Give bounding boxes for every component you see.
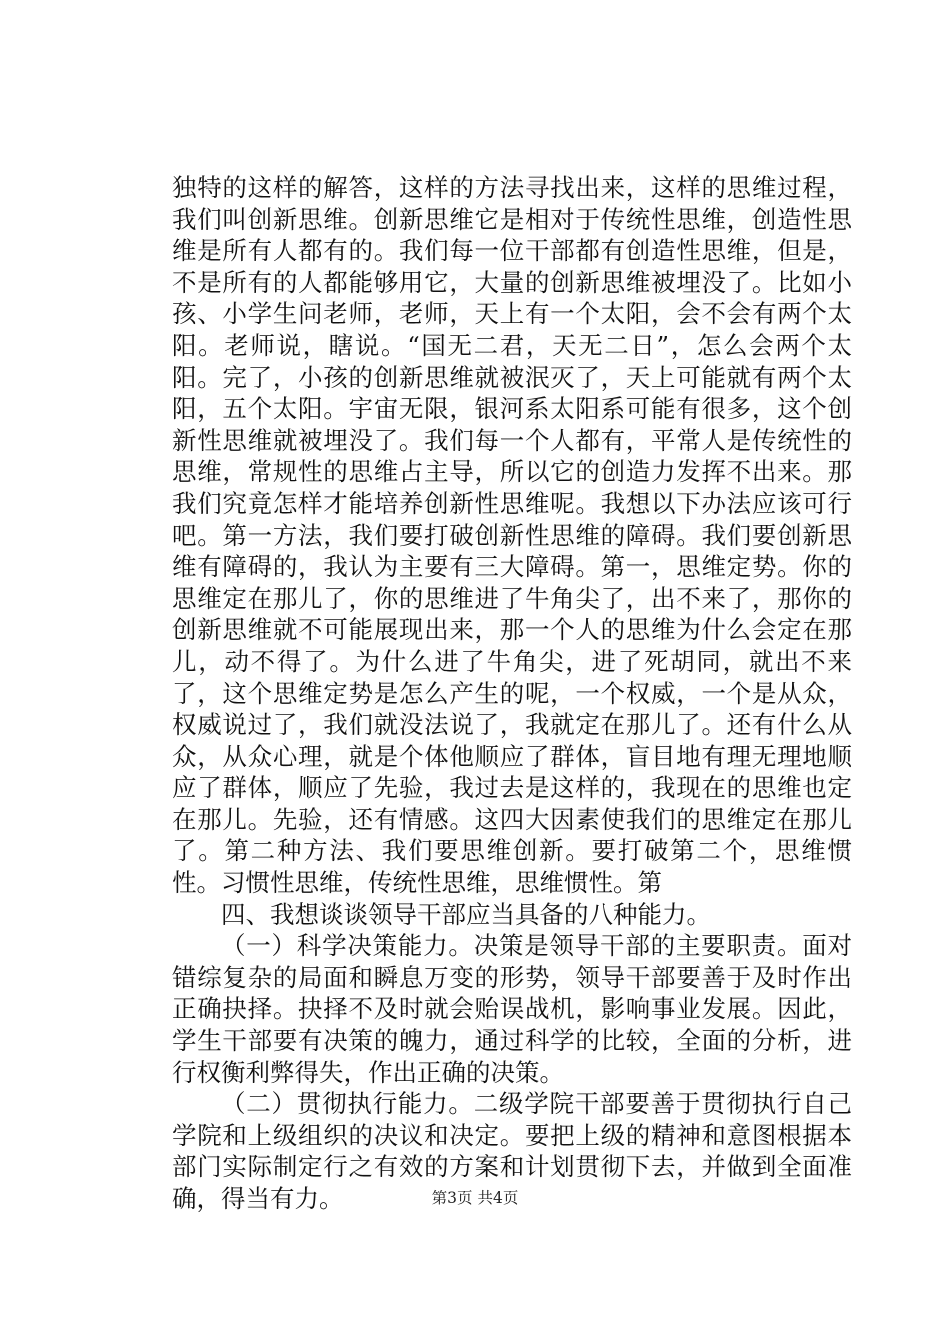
- page-number-footer: 第3页 共4页: [431, 1189, 519, 1207]
- document-body: [172, 172, 852, 1215]
- paragraph-decision-ability: （一）科学决策能力。决策是领导干部的主要职责。面对错综复杂的局面和瞬息万变的形势，领导干部要善于及时作出正确抉择。抉择不及时就会贻误战机，影响事业发展。因此，学生干部要有决策的魄力，通过科学的比较，全面的分析，进行权衡利弊得失，作出正确的决策。: [172, 931, 852, 1087]
- paragraph-execution-ability: （二）贯彻执行能力。二级学院干部要善于贯彻执行自己学院和上级组织的决议和决定。要把上级的精神和意图根据本部门实际制定行之有效的方案和计划贯彻下去，并做到全面准确，得当有力。: [172, 1089, 852, 1213]
- section-heading-eight-abilities: 四、我想谈谈领导干部应当具备的八种能力。: [221, 899, 711, 929]
- paragraph-innovative-thinking: 独特的这样的解答，这样的方法寻找出来，这样的思维过程，我们叫创新思维。创新思维它是相对于传统性思维，创造性思维是所有人都有的。我们每一位干部都有创造性思维，但是，不是所有的人都能够用它，大量的创新思维被埋没了。比如小孩、小学生问老师，老师，天上有一个太阳，会不会有两个太阳。老师说，瞎说。“国无二君，天无二日”，怎么会两个太阳。完了，小孩的创新思维就被泯灭了，天上可能就有两个太阳，五个太阳。宇宙无限，银河系太阳系可能有很多，这个创新性思维就被埋没了。我们每一个人都有，平常人是传统性的思维，常规性的思维占主导，所以它的创造力发挥不出来。那我们究竟怎样才能培养创新性思维呢。我想以下办法应该可行吧。第一方法，我们要打破创新性思维的障碍。我们要创新思维有障碍的，我认为主要有三大障碍。第一，思维定势。你的思维定在那儿了，你的思维进了牛角尖了，出不来了，那你的创新思维就不可能展现出来，那一个人的思维为什么会定在那儿，动不得了。为什么进了牛角尖，进了死胡同，就出不来了，这个思维定势是怎么产生的呢，一个权威，一个是从众，权威说过了，我们就没法说了，我就定在那儿了。还有什么从众，从众心理，就是个体他顺应了群体，盲目地有理无理地顺应了群体，顺应了先验，我过去是这样的，我现在的思维也定在那儿。先验，还有情感。这四大因素使我们的思维定在那儿了。第二种方法、我们要思维创新。要打破第二个，思维惯性。习惯性思维，传统性思维，思维惯性。第: [172, 173, 852, 898]
